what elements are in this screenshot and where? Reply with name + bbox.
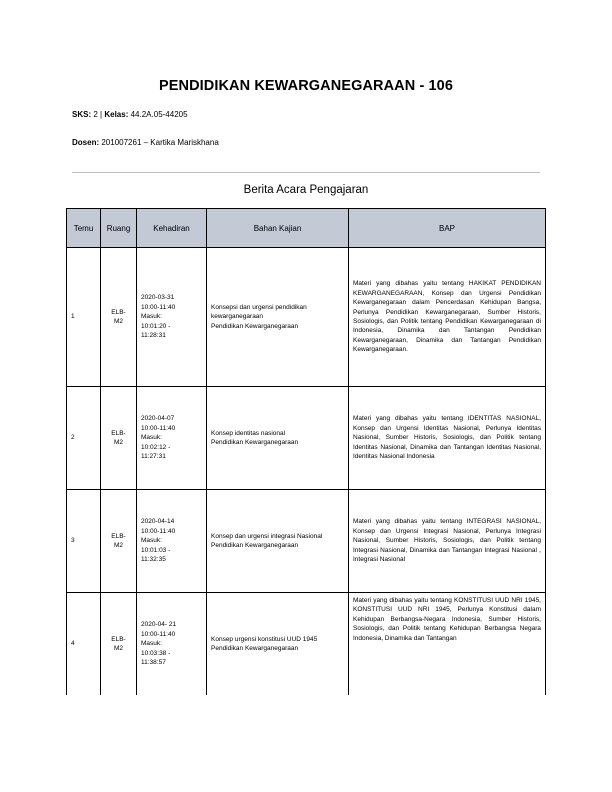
cell-temu: 1 <box>67 248 101 387</box>
kelas-value: 44.2A.05-44205 <box>130 110 188 119</box>
cell-bap: Materi yang dibahas yaitu tentang INTEGRASI NASIONAL, Konsep dan Urgensi Integrasi Nasional, Perlunya Integrasi Nasional, Sumber Historis, Sosiologis, dan Politik tentang Integrasi Nasional, Dinamika dan Tantangan Integrasi Nasional , Integrasi Nasional <box>349 490 546 593</box>
divider <box>72 172 540 173</box>
cell-temu: 4 <box>67 593 101 696</box>
table-header-row <box>67 209 546 248</box>
table-row <box>67 248 546 387</box>
kelas-label: Kelas: <box>104 110 129 119</box>
table-row <box>67 593 546 696</box>
cell-bahan-kajian: Konsepsi dan urgensi pendidikan kewarganegaraan Pendidikan Kewarganegaraan <box>207 248 349 387</box>
cell-bahan-kajian: Konsep urgensi konstitusi UUD 1945 Pendidikan Kewarganegaraan <box>207 593 349 696</box>
cell-ruang: ELB- M2 <box>101 387 137 490</box>
meta-separator: | <box>100 110 103 119</box>
header-bap: BAP <box>349 209 546 248</box>
header-kehadiran: Kehadiran <box>137 209 207 248</box>
header-bahan-kajian: Bahan Kajian <box>207 209 349 248</box>
cell-ruang: ELB- M2 <box>101 593 137 696</box>
dosen-value: 201007261 – Kartika Mariskhana <box>101 138 219 147</box>
cell-bahan-kajian: Konsep identitas nasional Pendidikan Kewarganegaraan <box>207 387 349 490</box>
dosen-label: Dosen: <box>72 138 100 147</box>
sks-label: SKS: <box>72 110 92 119</box>
sks-value: 2 <box>93 110 98 119</box>
cell-kehadiran: 2020-04-14 10:00-11:40 Masuk: 10:01:03 - 11:32:35 <box>137 490 207 593</box>
cell-bahan-kajian: Konsep dan urgensi integrasi Nasional Pendidikan Kewarganegaraan <box>207 490 349 593</box>
cell-kehadiran: 2020-04- 21 10:00-11:40 Masuk: 10:03:38 - 11:38:57 <box>137 593 207 696</box>
table-row <box>67 490 546 593</box>
lecturer-line <box>72 138 219 147</box>
course-meta-line <box>72 110 188 119</box>
table-row <box>67 387 546 490</box>
cell-temu: 3 <box>67 490 101 593</box>
header-ruang: Ruang <box>101 209 137 248</box>
cell-kehadiran: 2020-03-31 10:00-11:40 Masuk: 10:01:20 - 11:28:31 <box>137 248 207 387</box>
cell-kehadiran: 2020-04-07 10:00-11:40 Masuk: 10:02:12 - 11:27:31 <box>137 387 207 490</box>
cell-ruang: ELB- M2 <box>101 490 137 593</box>
teaching-log-table <box>66 208 546 695</box>
cell-ruang: ELB- M2 <box>101 248 137 387</box>
cell-bap: Materi yang dibahas yaitu tentang IDENTITAS NASIONAL, Konsep dan Urgensi Identitas Nasional, Perlunya Identitas Nasional, Sumber Historis, Sosiologis, dan Politik tentang Identitas Nasional, Dinamika dan Tantangan Identitas Nasional, Identitas Nasional Indonesia <box>349 387 546 490</box>
cell-bap: Materi yang dibahas yaitu tentang KONSTITUSI UUD NRI 1945, KONSTITUSI UUD NRI 1945, Perlunya Konstitusi dalam Kehidupan Berbangsa-Negara Indonesia, Sumber Historis, Sosiologis, dan Politik tentang Kehidupan Berbangsa Negara Indonesia, Dinamika dan Tantangan <box>349 593 546 696</box>
cell-bap: Materi yang dibahas yaitu tentang HAKIKAT PENDIDIKAN KEWARGANEGARAAN, Konsep dan Urgensi Pendidikan Kewarganegaraan dalam Pencerdasan Kehidupan Bangsa, Perlunya Pendidikan Kewarganegaraan, Sumber Historis, Sosiologis, dan Politik tentang Pendidikan Kewarganegaraan di Indonesia, Dinamika dan Tantangan Pendidikan Kewarganegaraan, Dinamika dan Tantangan Pendidikan Kewarganegaraan. <box>349 248 546 387</box>
header-temu: Temu <box>67 209 101 248</box>
course-title: PENDIDIKAN KEWARGANEGARAAN - 106 <box>158 78 454 94</box>
section-title: Berita Acara Pengajaran <box>243 184 369 196</box>
cell-temu: 2 <box>67 387 101 490</box>
